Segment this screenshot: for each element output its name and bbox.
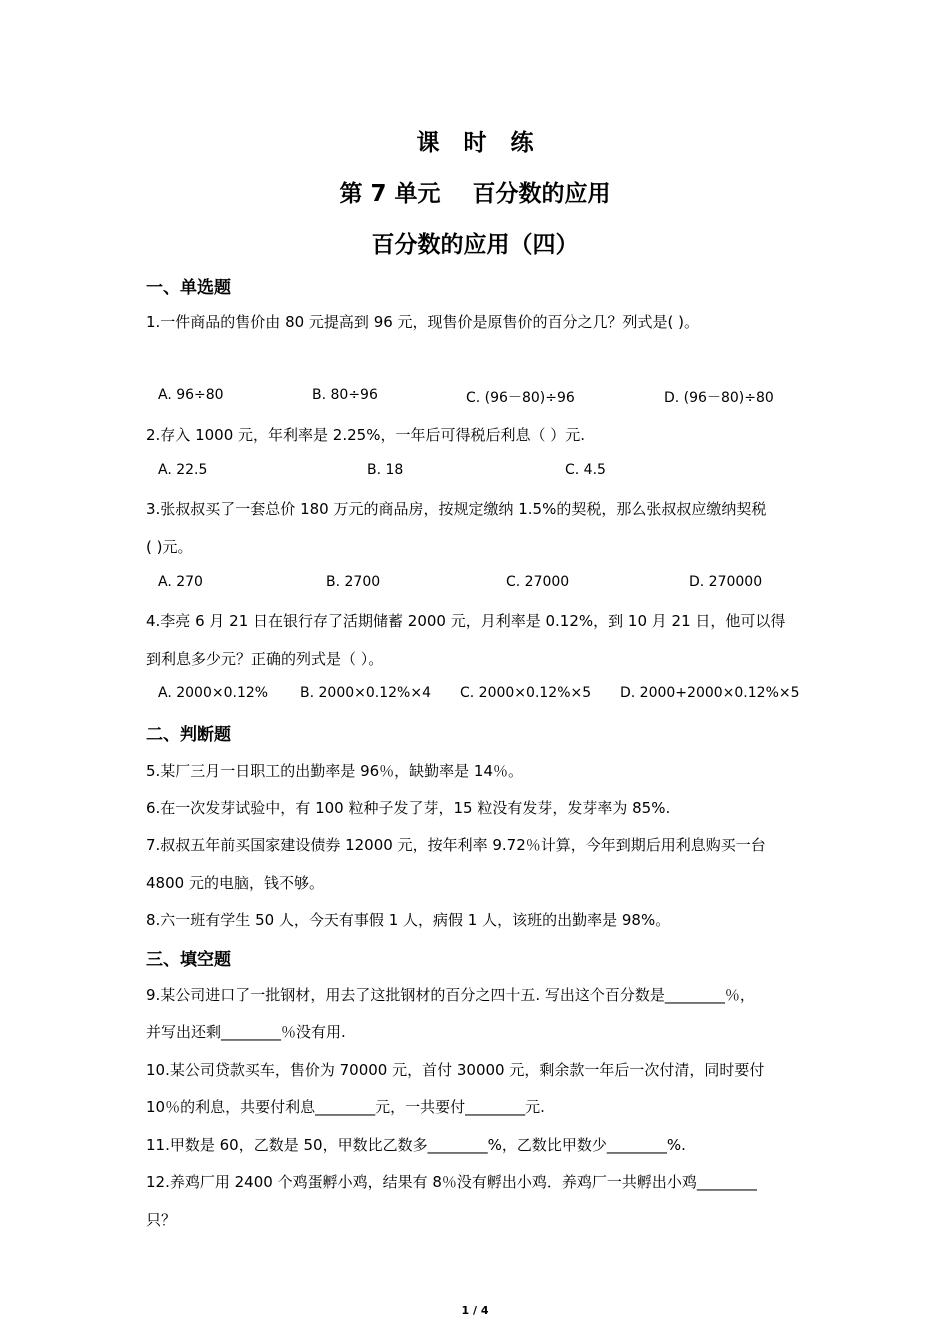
q1-option-c: C. (96－80)÷96 (466, 390, 575, 406)
section-heading-single-choice: 一、单选题 (146, 278, 231, 298)
q2-option-c: C. 4.5 (565, 462, 606, 478)
q3-option-b: B. 2700 (326, 574, 381, 590)
question-10-line-1: 10.某公司贷款买车，售价为 70000 元，首付 30000 元，剩余款一年后一次付清，同时要付 (146, 1061, 765, 1079)
q4-option-c: C. 2000×0.12%×5 (460, 685, 592, 701)
question-7-line-1: 7.叔叔五年前买国家建设债券 12000 元，按年利率 9.72％计算，今年到期后用利息购买一台 (146, 836, 766, 854)
q2-option-b: B. 18 (367, 462, 404, 478)
section-heading-fill-in: 三、填空题 (146, 950, 231, 970)
doc-title: 课 时 练 (416, 130, 534, 156)
q3-option-a: A. 270 (158, 574, 203, 590)
question-3-line-2: ( )元。 (146, 538, 193, 556)
q4-option-b: B. 2000×0.12%×4 (300, 685, 431, 701)
question-2: 2.存入 1000 元，年利率是 2.25%，一年后可得税后利息（ ）元. (146, 426, 585, 444)
q4-option-d: D. 2000+2000×0.12%×5 (620, 685, 800, 701)
question-10-line-2: 10％的利息，共要付利息________元，一共要付________元. (146, 1098, 545, 1116)
question-9-line-1: 9.某公司进口了一批钢材，用去了这批钢材的百分之四十五. 写出这个百分数是________％， (146, 986, 755, 1004)
question-12-line-2: 只？ (146, 1211, 177, 1229)
question-8: 8.六一班有学生 50 人，今天有事假 1 人，病假 1 人，该班的出勤率是 98%。 (146, 911, 671, 929)
q3-option-d: D. 270000 (689, 574, 763, 590)
q1-option-b: B. 80÷96 (312, 387, 378, 403)
question-3-line-1: 3.张叔叔买了一套总价 180 万元的商品房，按规定缴纳 1.5%的契税，那么张叔叔应缴纳契税 (146, 500, 767, 518)
question-5: 5.某厂三月一日职工的出勤率是 96％，缺勤率是 14％。 (146, 762, 524, 780)
q1-option-d: D. (96－80)÷80 (664, 390, 774, 406)
question-9-line-2: 并写出还剩________％没有用. (146, 1023, 346, 1041)
q3-option-c: C. 27000 (506, 574, 570, 590)
lesson-title: 百分数的应用（四） (371, 232, 579, 258)
q1-option-a: A. 96÷80 (158, 387, 224, 403)
q4-option-a: A. 2000×0.12% (158, 685, 269, 701)
unit-title: 第 7 单元 百分数的应用 (339, 181, 611, 207)
question-11: 11.甲数是 60，乙数是 50，甲数比乙数多________%，乙数比甲数少________%. (146, 1136, 686, 1154)
question-6: 6.在一次发芽试验中，有 100 粒种子发了芽，15 粒没有发芽，发芽率为 85%. (146, 799, 671, 817)
question-4-line-2: 到利息多少元？正确的列式是（ ）。 (146, 650, 384, 668)
question-1: 1.一件商品的售价由 80 元提高到 96 元，现售价是原售价的百分之几？列式是( )。 (146, 313, 700, 331)
question-12-line-1: 12.养鸡厂用 2400 个鸡蛋孵小鸡，结果有 8％没有孵出小鸡．养鸡厂一共孵出小鸡________ (146, 1173, 757, 1191)
page-number: 1 / 4 (461, 1304, 489, 1317)
section-heading-true-false: 二、判断题 (146, 725, 231, 745)
q2-option-a: A. 22.5 (158, 462, 208, 478)
question-4-line-1: 4.李亮 6 月 21 日在银行存了活期储蓄 2000 元，月利率是 0.12%，到 10 月 21 日，他可以得 (146, 612, 786, 630)
question-7-line-2: 4800 元的电脑，钱不够。 (146, 874, 324, 892)
